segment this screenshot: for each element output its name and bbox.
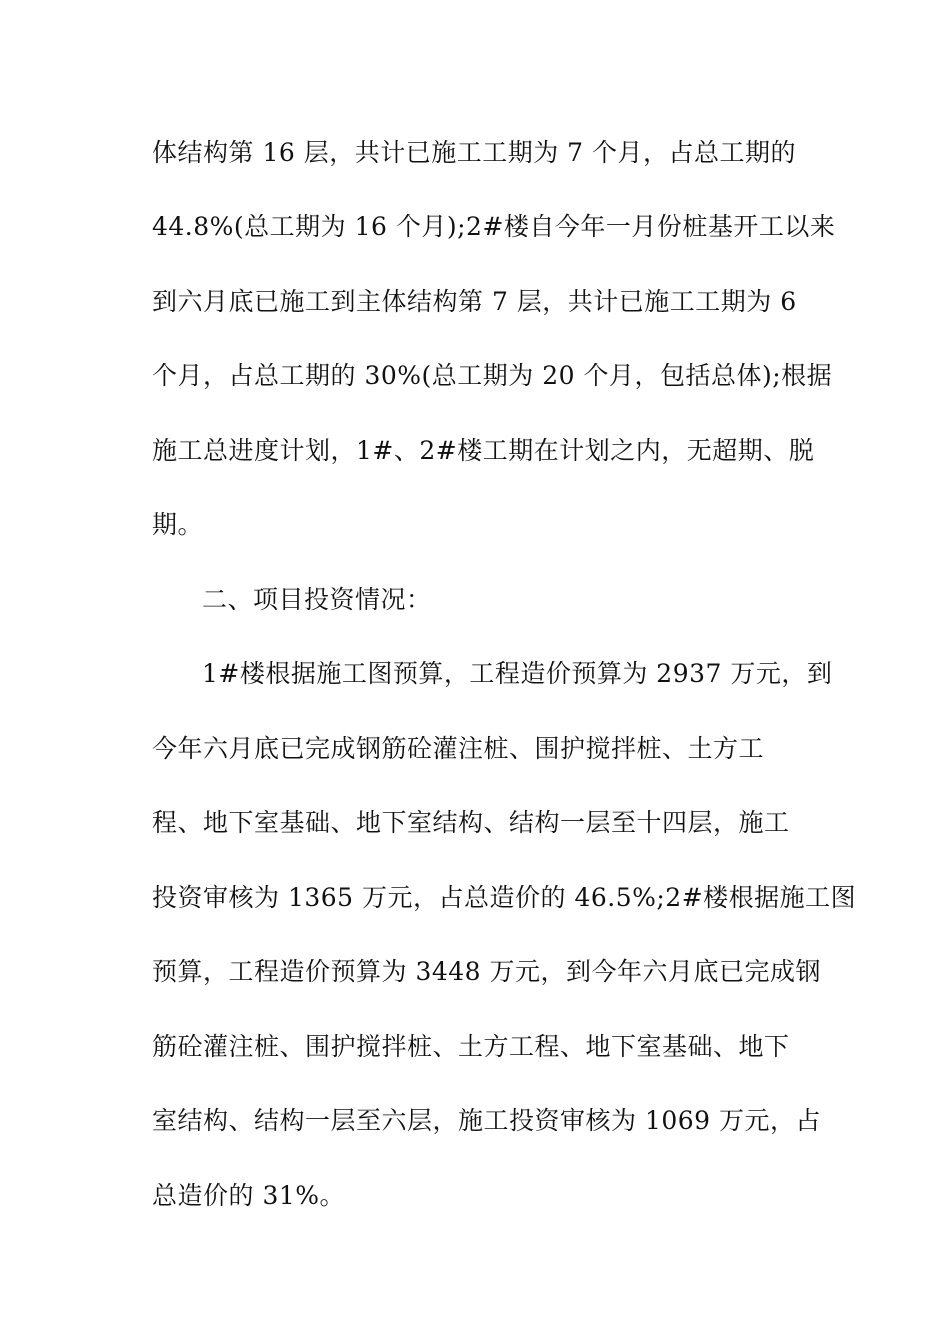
text-line: 施工总进度计划，1#、2#楼工期在计划之内，无超期、脱 <box>152 436 815 465</box>
text-line: 个月，占总工期的 30%(总工期为 20 个月，包括总体);根据 <box>152 361 833 390</box>
text-line: 投资审核为 1365 万元，占总造价的 46.5%;2#楼根据施工图 <box>152 883 857 912</box>
section-heading: 二、项目投资情况： <box>202 585 432 614</box>
text-line: 44.8%(总工期为 16 个月);2#楼自今年一月份桩基开工以来 <box>152 212 836 241</box>
text-line: 期。 <box>152 510 204 539</box>
text-line: 体结构第 16 层，共计已施工工期为 7 个月，占总工期的 <box>152 138 797 167</box>
text-line: 预算，工程造价预算为 3448 万元，到今年六月底已完成钢 <box>152 957 822 986</box>
text-line: 到六月底已施工到主体结构第 7 层，共计已施工工期为 6 <box>152 287 797 316</box>
text-line: 总造价的 31%。 <box>152 1181 346 1210</box>
text-line: 室结构、结构一层至六层，施工投资审核为 1069 万元，占 <box>152 1106 822 1135</box>
text-line: 程、地下室基础、地下室结构、结构一层至十四层，施工 <box>152 808 790 837</box>
text-line: 1#楼根据施工图预算，工程造价预算为 2937 万元，到 <box>202 659 833 688</box>
text-line: 筋砼灌注桩、围护搅拌桩、土方工程、地下室基础、地下 <box>152 1032 790 1061</box>
text-line: 今年六月底已完成钢筋砼灌注桩、围护搅拌桩、土方工 <box>152 734 765 763</box>
